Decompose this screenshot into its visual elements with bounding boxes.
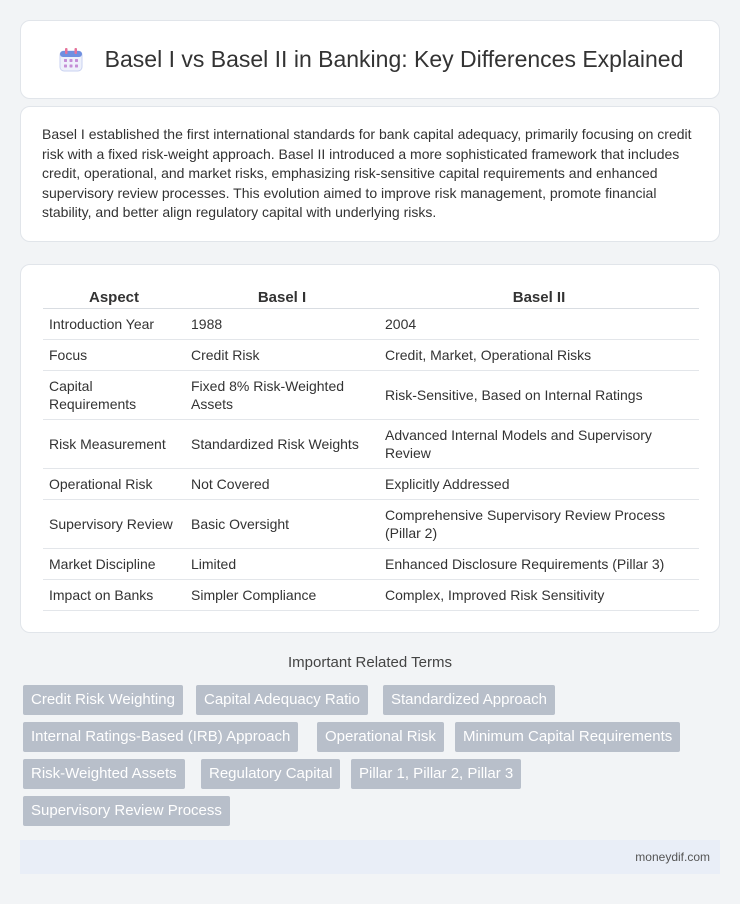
table-cell: Market Discipline [43, 549, 185, 580]
table-row [43, 500, 699, 549]
table-cell: Credit Risk [185, 340, 379, 371]
table-cell: Focus [43, 340, 185, 371]
table-cell: 2004 [379, 309, 699, 340]
term-tag[interactable]: Capital Adequacy Ratio [196, 685, 368, 715]
intro-text: Basel I established the first international standards for bank capital adequacy, primarily focusing on credit risk with a fixed risk-weight approach. Basel II introduced a more sophisticated framework that includes credit, operational, and market risks, emphasizing risk-sensitive capital requirements and enhanced supervisory review processes. This evolution aimed to improve risk management, promote financial stability, and better align regulatory capital with underlying risks. [42, 126, 692, 220]
table-cell: Complex, Improved Risk Sensitivity [379, 580, 699, 611]
table-cell: Simpler Compliance [185, 580, 379, 611]
table-cell: Explicitly Addressed [379, 469, 699, 500]
table-cell: Impact on Banks [43, 580, 185, 611]
table-cell: Capital Requirements [43, 371, 185, 420]
intro-card [20, 106, 720, 242]
table-row [43, 549, 699, 580]
term-tag[interactable]: Minimum Capital Requirements [455, 722, 680, 752]
comparison-table [43, 285, 699, 611]
table-header-row [43, 285, 699, 309]
term-tag[interactable]: Pillar 1, Pillar 2, Pillar 3 [351, 759, 521, 789]
table-cell: Basic Oversight [185, 500, 379, 549]
table-cell: Fixed 8% Risk-Weighted Assets [185, 371, 379, 420]
term-tag[interactable]: Credit Risk Weighting [23, 685, 183, 715]
comparison-card [20, 264, 720, 633]
table-cell: Enhanced Disclosure Requirements (Pillar 3) [379, 549, 699, 580]
table-cell: Advanced Internal Models and Supervisory Review [379, 420, 699, 469]
table-cell: Supervisory Review [43, 500, 185, 549]
term-tag[interactable]: Risk-Weighted Assets [23, 759, 185, 789]
table-row [43, 469, 699, 500]
table-row [43, 580, 699, 611]
table-cell: 1988 [185, 309, 379, 340]
related-terms-title: Important Related Terms [288, 654, 452, 671]
table-cell: Introduction Year [43, 309, 185, 340]
table-cell: Credit, Market, Operational Risks [379, 340, 699, 371]
table-row [43, 420, 699, 469]
calendar-icon [57, 46, 85, 74]
footer-site[interactable]: moneydif.com [635, 850, 710, 864]
table-cell: Risk Measurement [43, 420, 185, 469]
term-tag[interactable]: Internal Ratings-Based (IRB) Approach [23, 722, 298, 752]
term-tag[interactable]: Operational Risk [317, 722, 444, 752]
table-row [43, 340, 699, 371]
table-cell: Risk-Sensitive, Based on Internal Ratings [379, 371, 699, 420]
column-header: Basel II [379, 285, 699, 309]
table-cell: Standardized Risk Weights [185, 420, 379, 469]
term-tag[interactable]: Standardized Approach [383, 685, 555, 715]
footer [20, 840, 720, 874]
page-title: Basel I vs Basel II in Banking: Key Differences Explained [104, 46, 684, 72]
table-row [43, 371, 699, 420]
column-header: Aspect [43, 285, 185, 309]
table-cell: Comprehensive Supervisory Review Process (Pillar 2) [379, 500, 699, 549]
table-row [43, 309, 699, 340]
table-cell: Limited [185, 549, 379, 580]
column-header: Basel I [185, 285, 379, 309]
table-cell: Not Covered [185, 469, 379, 500]
header-card [20, 20, 720, 99]
term-tag[interactable]: Regulatory Capital [201, 759, 340, 789]
table-cell: Operational Risk [43, 469, 185, 500]
term-tag[interactable]: Supervisory Review Process [23, 796, 230, 826]
